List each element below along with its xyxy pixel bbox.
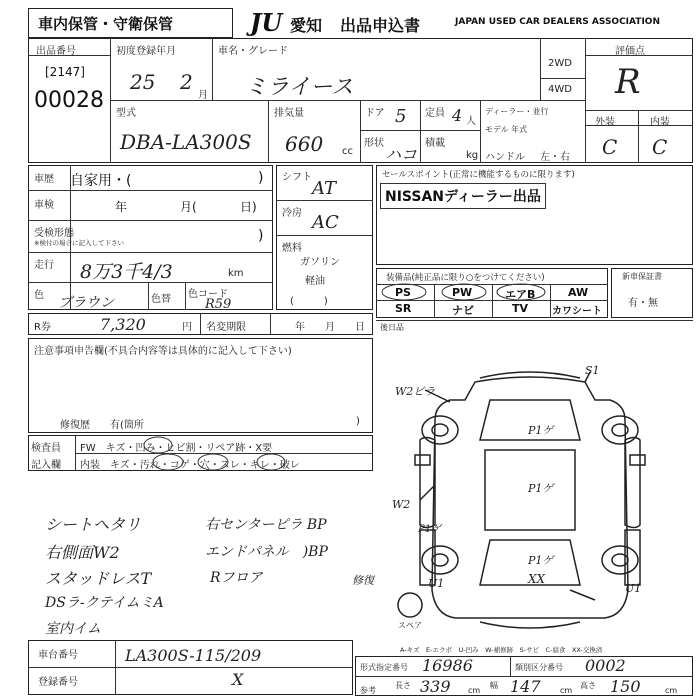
r-ticket-label: R券 (34, 322, 51, 333)
hand-note-right-1: 右センターピラ BP (205, 517, 327, 533)
shift-label: シフト (282, 172, 312, 183)
equip-tv: TV (512, 302, 529, 315)
name-change-label: 名変期限 (206, 322, 246, 333)
interior-label: 内装 (650, 117, 670, 128)
cc-unit: cc (342, 146, 353, 157)
inspection-year: 年 (115, 200, 128, 214)
shape-label: 形状 (364, 138, 384, 149)
displacement-label: 排気量 (274, 108, 304, 119)
rating-value: R (615, 62, 641, 102)
height-unit: cm (665, 686, 678, 695)
shape: ハコ (385, 145, 418, 164)
yen-unit: 円 (182, 322, 192, 333)
width-unit: cm (560, 686, 573, 695)
r-amount: 7,320 (100, 315, 146, 334)
color-label: 色 (34, 290, 44, 301)
diagram-label-w2-side: W2 (392, 498, 411, 511)
width-value: 147 (510, 677, 541, 696)
warranty-value: 有・無 (628, 298, 658, 309)
height-label: 高さ (580, 681, 596, 690)
first-reg-year: 25 (130, 70, 156, 94)
history-label: 車歴 (34, 174, 54, 185)
doors: 5 (395, 106, 407, 127)
receive-paren-open: ) (258, 228, 264, 244)
diagram-label-p1-roof: P1ゲ (528, 482, 554, 495)
listing-no-label: 出品番号 (36, 46, 76, 57)
model-code: DBA-LA300S (120, 130, 252, 154)
name-change-date: 年 月 日 (295, 322, 365, 333)
mileage-label: 走行 (34, 260, 54, 271)
handle-label: ハンドル (485, 152, 525, 163)
capacity-unit: 人 (466, 116, 476, 127)
frame-no-label: 車台番号 (38, 650, 78, 661)
entry-label: 記入欄 (31, 460, 61, 471)
diagram-label-p1-left: P1ゲ (418, 524, 442, 535)
first-reg-label: 初度登録年月 (116, 46, 176, 57)
cert-label: 形式指定番号 (360, 663, 408, 672)
car-damage-diagram (380, 360, 680, 640)
diagram-label-repair: 修復 (352, 574, 374, 587)
listing-number: 00028 (34, 88, 104, 113)
color-code: R59 (205, 297, 232, 312)
drive-2wd: 2WD (548, 58, 572, 69)
reg-no-label: 登録番号 (38, 677, 78, 688)
interior-grade: C (652, 135, 668, 159)
diagram-label-p1-rear: P1ゲ (528, 554, 554, 567)
category-no: 0002 (585, 656, 626, 675)
dealer-label: ディーラー・並行 (485, 107, 549, 116)
model-label: 型式 (116, 108, 136, 119)
equip-aw: AW (568, 286, 589, 299)
diagram-label-xx: XX (528, 572, 546, 586)
sales-section (376, 165, 693, 265)
length-value: 339 (420, 677, 451, 696)
later-items-label: 後日品 (380, 323, 404, 332)
color-value: ブラウン (58, 295, 114, 311)
equipment-circles (376, 282, 608, 302)
inspection-label: 車検 (34, 200, 54, 211)
history-value: 自家用・( (70, 173, 132, 189)
diagram-label-u1-right: U1 (625, 582, 642, 595)
reg-no: X (232, 670, 244, 689)
receive-label: 受検形態 (34, 228, 74, 239)
repair-label: 修復歴 (60, 420, 90, 431)
repair-value: 有(箇所 (110, 420, 144, 431)
logo: JU (250, 8, 283, 37)
equip-ps: PS (395, 286, 411, 299)
length-unit: cm (468, 686, 481, 695)
fuel-gasoline: ガソリン (300, 257, 340, 268)
inspection-day: 日) (240, 200, 257, 214)
doc-title: 出品申込書 (340, 16, 421, 35)
diagram-label-u1-left: U1 (428, 577, 445, 590)
interior-row: 内装 キズ・汚れ・コゲ・穴・スレ・キレ・破レ (80, 460, 300, 471)
inspector-label: 検査員 (31, 443, 61, 454)
hand-note-3: スタッドレスT (45, 569, 152, 588)
org-name: 愛知 (290, 16, 323, 35)
equip-airbag: エアB (505, 288, 536, 301)
month-suffix: 月 (198, 90, 208, 101)
equip-navi: ナビ (452, 304, 474, 317)
hand-note-2: 右側面W2 (45, 543, 120, 562)
fw-row: FW キズ・凹み・ヒビ割・リペア跡・X要 (80, 443, 273, 454)
displacement: 660 (285, 132, 324, 156)
color-code-label: 色コード (188, 289, 228, 300)
frame-no: LA300S-115/209 (125, 646, 262, 665)
exterior-label: 外装 (595, 117, 615, 128)
carname-label: 車名・グレード (218, 46, 288, 57)
color-swap-label: 色替 (151, 294, 171, 305)
model-year-label: モデル 年式 (485, 125, 528, 134)
capacity: 4 (452, 106, 463, 125)
equip-seat: カワシート (552, 306, 602, 317)
history-close: ) (258, 170, 264, 186)
spare-label: スペア (398, 621, 422, 630)
fuel-diesel: 軽油 (305, 276, 325, 287)
warranty-label: 新車保証書 (622, 272, 662, 281)
rating-label: 評価点 (615, 46, 645, 57)
diagram-label-s1: S1 (585, 364, 600, 377)
km-unit: km (228, 268, 244, 279)
shift-value: AT (312, 178, 337, 199)
drive-4wd: 4WD (548, 84, 572, 95)
height-value: 150 (610, 677, 641, 696)
hand-note-5: 室内イム (45, 621, 101, 637)
inspection-month: 月( (180, 200, 197, 214)
ac-label: 冷房 (282, 208, 302, 219)
equipment-label: 装備品(純正品に限り○をつけてください) (386, 273, 545, 283)
small-code: [2147] (45, 65, 85, 79)
equip-pw: PW (452, 286, 473, 299)
handle-options: 左・右 (540, 152, 570, 163)
carname: ミライース (245, 75, 354, 100)
reference-label: 参考 (360, 686, 376, 695)
hand-note-1: シートヘタリ (45, 515, 142, 534)
cert-no: 16986 (422, 656, 473, 675)
notes-label: 注意事項申告欄(不具合内容等は具体的に記入して下さい) (34, 346, 292, 357)
storage-label: 車内保管・守衛保管 (38, 15, 174, 33)
sales-point-label: セールスポイント(正常に機能するものに限ります) (382, 170, 575, 180)
fuel-label: 燃料 (282, 243, 302, 254)
nissan-dealer-text: NISSANディーラー出品 (380, 183, 546, 209)
kg-unit: kg (466, 150, 479, 161)
receive-note: ※検付の場合に記入して下さい (34, 239, 124, 247)
equip-sr: SR (395, 302, 412, 315)
exterior-grade: C (602, 135, 618, 159)
diagram-label-w2-pillar: W2ビラ (395, 385, 436, 398)
hand-note-right-2: エンドパネル )BP (205, 544, 328, 560)
repair-close: ) (356, 416, 360, 427)
length-label: 長さ (395, 681, 411, 690)
entry-circles (28, 435, 373, 471)
ac-value: AC (312, 212, 339, 233)
category-label: 類別区分番号 (515, 663, 563, 672)
capacity-label: 定員 (425, 108, 445, 119)
english-org-name: JAPAN USED CAR DEALERS ASSOCIATION (455, 17, 660, 27)
mileage-value: 8万3千4/3 (80, 261, 173, 283)
damage-legend: A-キズ E-エクボ U-凹み W-補修跡 S-サビ C-腐食 XX-交換済 (400, 646, 603, 654)
fuel-other: ( ) (290, 296, 328, 307)
width-label: 幅 (490, 681, 498, 690)
diagram-label-p1-front: P1ゲ (528, 424, 554, 437)
door-label: ドア (365, 108, 385, 119)
hand-note-right-3: Rフロア (210, 570, 263, 586)
load-label: 積載 (425, 138, 445, 149)
first-reg-month: 2 (180, 70, 193, 94)
hand-note-4: DSラ-クテイムミA (45, 595, 164, 611)
